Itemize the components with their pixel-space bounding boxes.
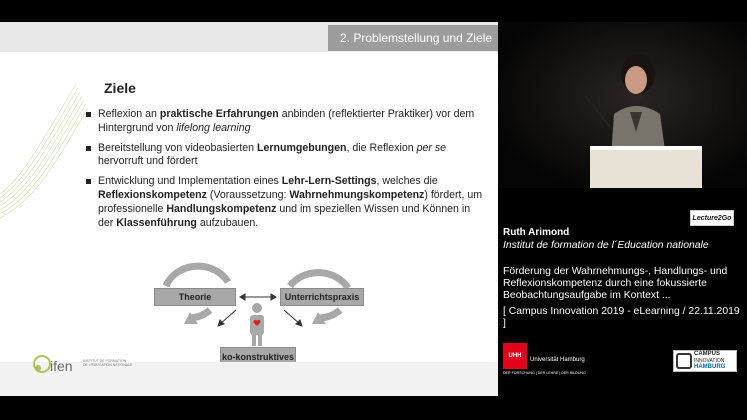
uhh-logo-subtitle: DER FORSCHUNG | DER LEHRE | DER BILDUNG (503, 371, 586, 375)
decorative-wave-graphic (0, 82, 95, 222)
talk-title: Förderung der Wahrnehmungs-, Handlungs- und Reflexionskompetenz durch eine fokussierte Beobachtungsaufgabe im Kontext ... (503, 266, 728, 301)
bullet-item: Entwicklung und Implementation eines Lehr-Lern-Settings, welches die Reflexionskompetenz (Voraussetzung: Wahrnehmungskompetenz) fördert, um professionelle Handlungskompetenz und im speziellen Wissen und Können in der Klassenführung aufzubauen. (86, 175, 486, 230)
ifen-logo-subtitle (83, 359, 133, 367)
ifen-sub-line-1: INSTITUT DE FORMATION (83, 359, 127, 363)
ci-logo-line-1: CAMPUS (694, 351, 721, 357)
ci-logo-line-2: INNOVATION (694, 358, 725, 364)
learner-person-icon (247, 302, 267, 347)
speaker-institution: Institut de formation de l´Education nationale (503, 240, 709, 251)
unterrichtspraxis-box: Unterrichtspraxis (280, 288, 364, 306)
presentation-slide (0, 22, 498, 396)
slide-title: Ziele (104, 80, 136, 96)
section-tab: 2. Problemstellung und Ziele (328, 25, 498, 51)
uhh-logo-name: Universität Hamburg (530, 357, 585, 363)
campus-innovation-icon (676, 353, 692, 369)
ifen-sub-line-2: DE L'ÉDUCATION NATIONALE (83, 363, 133, 367)
ko-line-1: ko-konstruktives (221, 352, 295, 362)
bullet-item: Bereitstellung von videobasierten Lernumgebungen, die Reflexion per se hervorruft und fördert (86, 142, 486, 170)
ci-logo-line-3: HAMBURG (694, 364, 726, 370)
bullet-item: Reflexion an praktische Erfahrungen anbinden (reflektierter Praktiker) vor dem Hintergrund von lifelong learning (86, 108, 486, 136)
speaker-video-frame (498, 22, 747, 188)
ifen-logo-text: ifen (50, 358, 73, 374)
theorie-box: Theorie (154, 288, 236, 306)
lecture2go-badge: Lecture2Go (690, 210, 734, 226)
speaker-name: Ruth Arimond (503, 227, 570, 238)
uhh-logo-mark: UHH (503, 343, 527, 369)
event-info: [ Campus Innovation 2019 - eLearning / 22.11.2019 ] (503, 306, 740, 329)
bullet-list (86, 108, 486, 236)
speaker-video[interactable] (498, 22, 747, 188)
